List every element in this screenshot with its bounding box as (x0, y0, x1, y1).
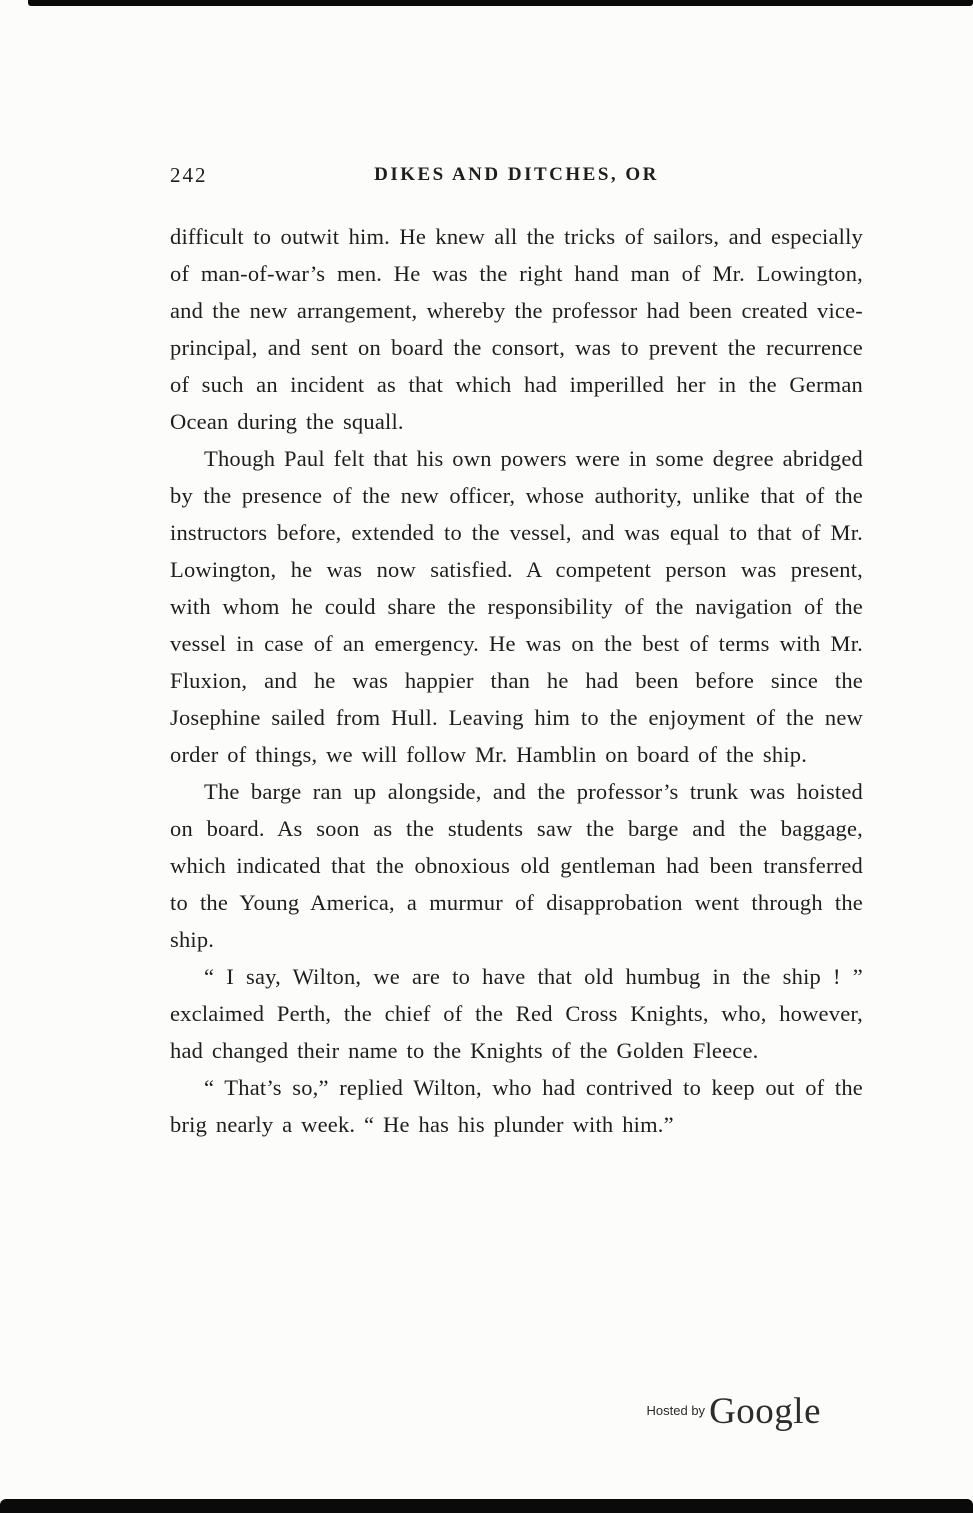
running-header: DIKES AND DITCHES, OR (374, 164, 659, 185)
page-number: 242 (170, 163, 208, 187)
paragraph: The barge ran up alongside, and the professor’s trunk was hoisted on board. As soon as the students saw the barge and the baggage, which indicated that the obnoxious old gentleman had been transferred to the Young America, a murmur of disapprobation went through the ship. (170, 779, 863, 952)
google-logo: Google (709, 1391, 821, 1432)
body-text (170, 218, 863, 1143)
paragraph: “ That’s so,” replied Wilton, who had contrived to keep out of the brig nearly a week. “ He has his plunder with him.” (170, 1075, 863, 1137)
footer-credit (647, 1390, 821, 1433)
page-header (170, 163, 863, 193)
paragraph: Though Paul felt that his own powers were in some degree abridged by the presence of the new officer, whose authority, unlike that of the instructors before, extended to the vessel, and was equal to that of Mr. Lowington, he was now satisfied. A competent person was present, with whom he could share the responsibility of the navigation of the vessel in case of an emergency. He was on the best of terms with Mr. Fluxion, and he was happier than he had been before since the Josephine sailed from Hull. Leaving him to the enjoyment of the new order of things, we will follow Mr. Hamblin on board of the ship. (170, 446, 863, 767)
paragraph: difficult to outwit him. He knew all the tricks of sailors, and especially of man-of-war’s men. He was the right hand man of Mr. Lowington, and the new arrangement, whereby the professor had been created vice-principal, and sent on board the consort, was to prevent the recurrence of such an incident as that which had imperilled her in the German Ocean during the squall. (170, 224, 863, 434)
paragraph: “ I say, Wilton, we are to have that old humbug in the ship ! ” exclaimed Perth, the chief of the Red Cross Knights, who, however, had changed their name to the Knights of the Golden Fleece. (170, 964, 863, 1063)
scan-edge-top (28, 0, 973, 6)
hosted-by-label: Hosted by (646, 1403, 706, 1418)
scan-edge-bottom (0, 1499, 973, 1513)
